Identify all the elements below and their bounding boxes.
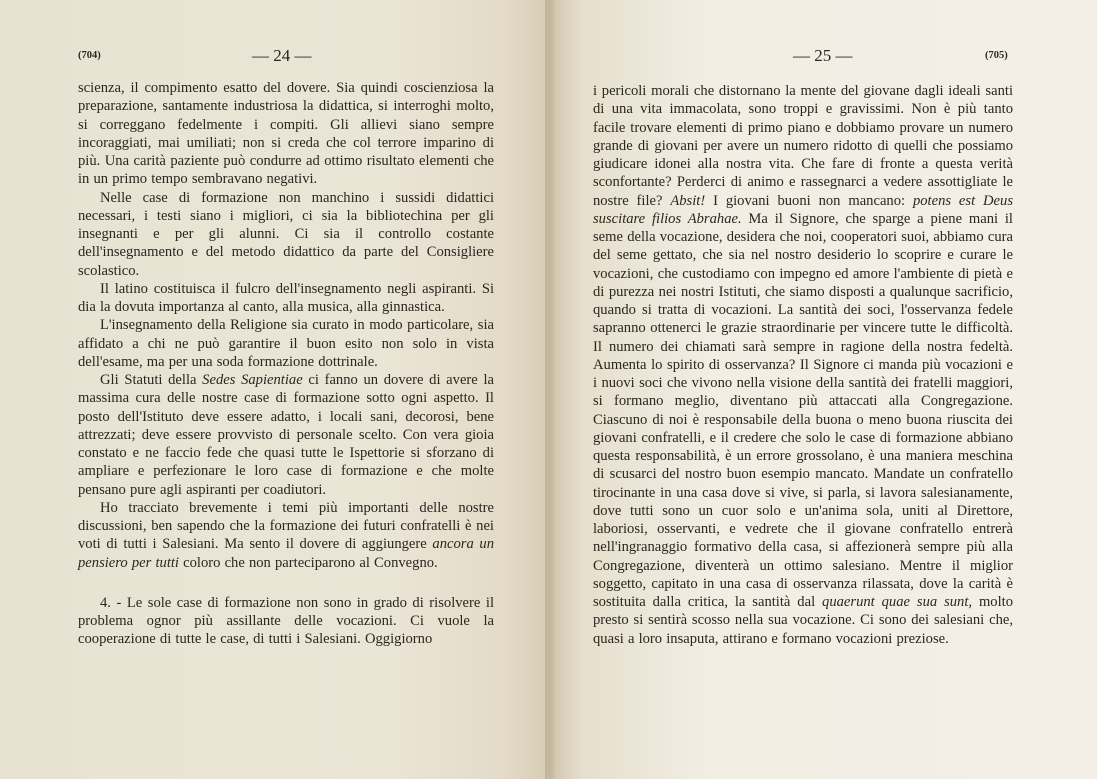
paragraph-text: coloro che non parteciparono al Convegno. (178, 554, 438, 571)
book-gutter (545, 0, 555, 779)
right-page-body (593, 82, 1013, 648)
left-paragraph-3: Il latino costituisca il fulcro dell'insegnamento negli aspiranti. Si dia la dovuta importanza al canto, alla musica, alla ginnastica. (78, 280, 494, 315)
paragraph-text: molto presto si sentirà scosso nella sua vocazione. Ci sono dei salesiani che, quasi a loro insaputa, attirano e formano vocazioni preziose. (593, 594, 1014, 647)
italic-phrase: ancora un pensiero per tutti (78, 536, 494, 571)
right-page-number: — 25 — (793, 46, 853, 65)
left-paragraph-7: 4. - Le sole case di formazione non sono in grado di risolvere il problema ognor più assillante delle vocazioni. Ci vuole la cooperazione di tutte le case, di tutti i Salesiani. Oggigiorno (78, 594, 494, 648)
right-archive-number: (705) (985, 50, 1008, 61)
italic-phrase: potens est Deus suscitare filios Abrahae. (593, 192, 1014, 227)
paragraph-text: Ho tracciato brevemente i temi più importanti delle nostre discussioni, ben sapendo che la formazione dei futuri confratelli è nei voti di tutti i Salesiani. Ma sento il dovere di aggiungere (78, 499, 494, 553)
paragraph-text: ci fanno un dovere di avere la massima cura delle nostre case di formazione sotto ogni aspetto. Il posto dell'Istituto deve essere adatto, i locali sani, decorosi, bene attrezzati; deve essere provvisto di personale scelto. Con vera gioia constato e ne faccio fede che quasi tutte le Ispettorie si sforzano di ampliare e perfezionare le loro case di formazione e che molte pensano pure agli aspiranti per coadiutori. (78, 372, 494, 498)
paragraph-text: I giovani buoni non mancano: (705, 192, 913, 209)
left-archive-number: (704) (78, 50, 101, 61)
right-page (549, 0, 1097, 779)
left-page-number: — 24 — (252, 46, 312, 65)
italic-phrase: Absit! (670, 192, 706, 209)
left-paragraph-2: Nelle case di formazione non manchino i sussidi didattici necessari, i testi siano i migliori, ci sia la bibliotechina per gli insegnanti e per gli alunni. Ci sia il controllo costante dell'insegnamento e del metodo didattico da parte del Consigliere scolastico. (78, 189, 494, 279)
left-paragraph-1: scienza, il compimento esatto del dovere. Sia quindi coscienziosa la preparazione, santamente industriosa la didattica, si interroghi molto, si correggano fedelmente i compiti. Gli allievi siano sempre incoraggiati, mai umiliati; non si creda che col terrore imparino di più. Una carità paziente può condurre ad ottimo risultato elementi che in un primo tempo sembravano negativi. (78, 80, 494, 188)
paragraph-text: Ma il Signore, che sparge a piene mani il seme della vocazione, desidera che noi, cooperatori suoi, abbiamo cura del seme gettato, che sia nel nostro desiderio lo scoprire e curare le vocazioni, che custodiamo con impegno ed amore l'ambiente di pietà e di purezza nei nostri Istituti, che siamo disposti a qualunque sacrificio, quando si tratta di vocazioni. La santità dei soci, l'osservanza fedele sapranno ottenerci le grazie straordinarie per vincere tutte le difficoltà. Il numero dei chiamati sarà sempre in ragione della nostra fedeltà. Aumenta lo spirito di osservanza? Il Signore ci manda più vocazioni e i nuovi soci che vivono nella visione della santità dei fratelli maggiori, si formano meglio, diventano più attaccati alla Congregazione. Ciascuno di noi è responsabile della buona o meno buona riuscita dei giovani confratelli, e il credere che solo le case di formazione abbiano questa responsabilità, è un errore grossolano, è una maniera meschina di scusarci del nostro buon esempio mancato. Mandate un confratello tirocinante in una casa dove si vive, si parla, si lavora salesianamente, dove tutti sono un cuor solo e un'anima sola, uniti al Direttore, laboriosi, osservanti, e vedrete che il giovane confratello entrerà nell'ingranaggio formativo della casa, si affezionerà sempre più alla Congregazione, diventerà un ottimo salesiano. Mentre il miglior soggetto, capitato in una casa di osservanza rilassata, dove la carità è sostituita dalla critica, la santità dal (593, 210, 1013, 610)
section-gap (78, 572, 494, 594)
right-paragraph-1 (593, 82, 1013, 648)
left-page-body (78, 79, 494, 649)
paragraph-text: i pericoli morali che distornano la mente del giovane dagli ideali santi di una vita immacolata, sono troppi e gravissimi. Non è più tanto facile trovare elementi di primo piano e dobbiamo provare un numero grande di giovani per avere un numero ridotto di quelli che possiamo giudicare idonei alla nostra vita. Che fare di fronte a questa verità sconfortante? Perderci di animo e rassegnarci a vedere assottigliate le nostre file? (593, 83, 1013, 209)
italic-phrase: quaerunt quae sua sunt, (822, 594, 973, 610)
italic-phrase: Sedes Sapientiae (202, 372, 303, 388)
left-paragraph-6 (78, 499, 494, 572)
left-paragraph-4: L'insegnamento della Religione sia curato in modo particolare, sia affidato a chi ne può garantire il buon esito non solo in vista dell'esame, ma per una soda formazione dottrinale. (78, 317, 494, 370)
left-paragraph-5 (78, 371, 494, 499)
paragraph-text: Gli Statuti della (100, 372, 203, 388)
